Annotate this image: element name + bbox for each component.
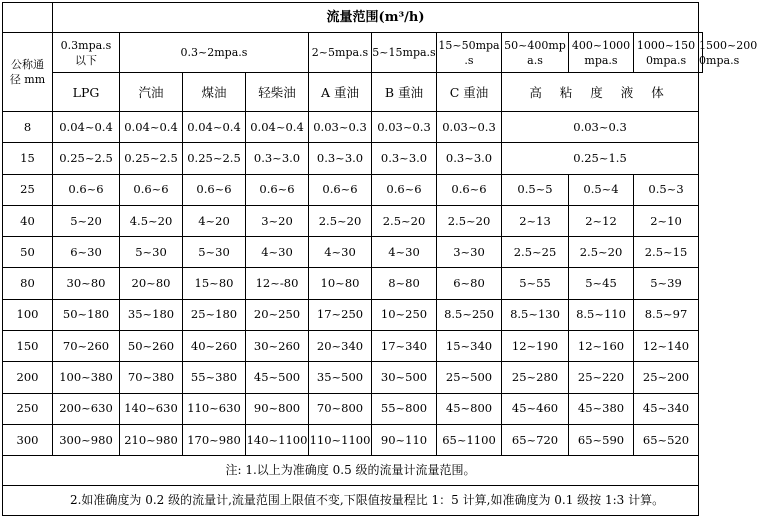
flow-range-cell: 0.3~3.0 xyxy=(372,143,437,174)
fluid-header: LPG xyxy=(53,73,120,112)
high-viscosity-cell: 25~220 xyxy=(569,362,634,393)
flow-range-cell: 90~110 xyxy=(372,424,437,455)
high-viscosity-cell: 12~140 xyxy=(634,331,699,362)
flow-range-cell: 70~260 xyxy=(53,331,120,362)
flow-range-cell: 55~800 xyxy=(372,393,437,424)
title-row xyxy=(3,3,703,33)
table-row xyxy=(3,237,703,268)
flow-range-cell: 4.5~20 xyxy=(120,205,183,236)
flow-range-cell: 3~20 xyxy=(246,205,309,236)
flow-range-cell: 4~20 xyxy=(183,205,246,236)
high-viscosity-cell: 45~380 xyxy=(569,393,634,424)
viscosity-header-line: 0mpa.s xyxy=(699,53,740,67)
table-row xyxy=(3,268,703,299)
flow-range-cell: 70~380 xyxy=(120,362,183,393)
flow-range-cell: 170~980 xyxy=(183,424,246,455)
high-viscosity-cell: 25~200 xyxy=(634,362,699,393)
viscosity-header-line: 0.3~2mpa.s xyxy=(180,46,248,59)
flow-range-cell: 17~250 xyxy=(309,299,372,330)
high-viscosity-cell: 8.5~130 xyxy=(502,299,569,330)
high-viscosity-cell: 12~160 xyxy=(569,331,634,362)
viscosity-header xyxy=(53,33,120,73)
viscosity-header-line: .s xyxy=(464,53,474,67)
table-row xyxy=(3,174,703,205)
fluid-header: C 重油 xyxy=(437,73,502,112)
viscosity-header-line: a.s xyxy=(527,53,543,67)
flow-range-cell: 140~630 xyxy=(120,393,183,424)
flow-range-cell: 110~630 xyxy=(183,393,246,424)
high-viscosity-cell: 5~55 xyxy=(502,268,569,299)
high-viscosity-cell: 0.5~4 xyxy=(569,174,634,205)
viscosity-header-line: 1000~150 xyxy=(636,38,696,52)
dn-cell: 15 xyxy=(3,143,53,174)
viscosity-header-line: 0mpa.s xyxy=(645,53,687,67)
flow-range-cell: 5~30 xyxy=(120,237,183,268)
note-row xyxy=(3,486,703,516)
flow-range-cell: 30~260 xyxy=(246,331,309,362)
flow-range-cell: 0.03~0.3 xyxy=(309,112,372,143)
flow-range-cell: 0.04~0.4 xyxy=(183,112,246,143)
flow-range-cell: 200~630 xyxy=(53,393,120,424)
high-viscosity-cell: 2.5~15 xyxy=(634,237,699,268)
flow-range-cell: 0.03~0.3 xyxy=(437,112,502,143)
high-viscosity-header: 高 粘 度 液 体 xyxy=(502,73,699,112)
dn-cell: 200 xyxy=(3,362,53,393)
high-viscosity-cell: 2.5~20 xyxy=(569,237,634,268)
flow-range-cell: 0.25~2.5 xyxy=(120,143,183,174)
flow-range-cell: 0.03~0.3 xyxy=(372,112,437,143)
viscosity-header-line: 以下 xyxy=(75,53,97,67)
flow-range-cell: 0.3~3.0 xyxy=(309,143,372,174)
high-viscosity-cell: 65~520 xyxy=(634,424,699,455)
table-row xyxy=(3,331,703,362)
fluid-header-row xyxy=(3,73,703,112)
viscosity-header-line: 2~5mpa.s xyxy=(311,46,369,59)
fluid-header: B 重油 xyxy=(372,73,437,112)
flow-range-cell: 25~180 xyxy=(183,299,246,330)
flow-range-cell: 70~800 xyxy=(309,393,372,424)
dn-cell: 25 xyxy=(3,174,53,205)
flow-range-cell: 110~1100 xyxy=(309,424,372,455)
high-viscosity-cell: 65~720 xyxy=(502,424,569,455)
fluid-header: 煤油 xyxy=(183,73,246,112)
fluid-header: 汽油 xyxy=(120,73,183,112)
note-text: 2.如准确度为 0.2 级的流量计,流量范围上限值不变,下限值按量程比 1：5 计算,如准确度为 0.1 级按 1:3 计算。 xyxy=(3,486,699,516)
viscosity-header xyxy=(437,33,502,73)
flow-range-cell: 4~30 xyxy=(372,237,437,268)
high-viscosity-cell: 2~12 xyxy=(569,205,634,236)
flow-range-cell: 5~30 xyxy=(183,237,246,268)
fluid-header: A 重油 xyxy=(309,73,372,112)
table-row xyxy=(3,205,703,236)
flow-range-cell: 0.04~0.4 xyxy=(120,112,183,143)
flow-range-cell: 30~80 xyxy=(53,268,120,299)
flow-range-cell: 6~30 xyxy=(53,237,120,268)
table-row xyxy=(3,393,703,424)
flow-range-cell: 2.5~20 xyxy=(309,205,372,236)
flow-range-cell: 20~80 xyxy=(120,268,183,299)
flow-range-cell: 65~1100 xyxy=(437,424,502,455)
high-viscosity-cell: 65~590 xyxy=(569,424,634,455)
flow-range-cell: 5~20 xyxy=(53,205,120,236)
flow-range-cell: 100~380 xyxy=(53,362,120,393)
flow-range-cell: 0.25~2.5 xyxy=(53,143,120,174)
viscosity-header xyxy=(699,33,757,73)
flow-range-cell: 15~80 xyxy=(183,268,246,299)
corner-cell xyxy=(3,3,53,33)
viscosity-header xyxy=(634,33,699,73)
table-row xyxy=(3,143,703,174)
high-viscosity-cell: 8.5~110 xyxy=(569,299,634,330)
high-viscosity-cell: 25~280 xyxy=(502,362,569,393)
flow-range-cell: 2.5~20 xyxy=(372,205,437,236)
flow-range-cell: 8~80 xyxy=(372,268,437,299)
flow-range-cell: 35~500 xyxy=(309,362,372,393)
dn-cell: 100 xyxy=(3,299,53,330)
high-viscosity-cell: 8.5~97 xyxy=(634,299,699,330)
high-viscosity-cell: 5~45 xyxy=(569,268,634,299)
flow-range-cell: 0.6~6 xyxy=(53,174,120,205)
flow-range-cell: 4~30 xyxy=(309,237,372,268)
dn-cell: 300 xyxy=(3,424,53,455)
table-row xyxy=(3,362,703,393)
flow-range-cell: 25~500 xyxy=(437,362,502,393)
flow-range-cell: 20~250 xyxy=(246,299,309,330)
nominal-diameter-header-line: 公称通 xyxy=(11,58,44,71)
flow-range-cell: 50~180 xyxy=(53,299,120,330)
flow-range-cell: 15~340 xyxy=(437,331,502,362)
viscosity-header xyxy=(372,33,437,73)
high-viscosity-cell: 0.25~1.5 xyxy=(502,143,699,174)
note-row xyxy=(3,456,703,486)
viscosity-header-line: 5~15mpa.s xyxy=(372,46,436,59)
viscosity-header-line: 50~400mp xyxy=(504,38,566,52)
viscosity-header-row xyxy=(3,33,703,73)
flow-range-cell: 6~80 xyxy=(437,268,502,299)
table-title: 流量范围(m³/h) xyxy=(53,3,699,33)
flow-range-cell: 12~-80 xyxy=(246,268,309,299)
flow-range-cell: 0.6~6 xyxy=(309,174,372,205)
flow-range-cell: 0.6~6 xyxy=(437,174,502,205)
high-viscosity-cell: 5~39 xyxy=(634,268,699,299)
high-viscosity-cell: 0.5~3 xyxy=(634,174,699,205)
flow-range-cell: 0.04~0.4 xyxy=(53,112,120,143)
high-viscosity-cell: 0.03~0.3 xyxy=(502,112,699,143)
viscosity-header-line: mpa.s xyxy=(584,53,618,67)
note-text: 注: 1.以上为准确度 0.5 级的流量计流量范围。 xyxy=(3,456,699,486)
flow-range-cell: 0.6~6 xyxy=(183,174,246,205)
flow-range-cell: 17~340 xyxy=(372,331,437,362)
flow-range-cell: 0.25~2.5 xyxy=(183,143,246,174)
flow-range-cell: 0.6~6 xyxy=(120,174,183,205)
high-viscosity-cell: 45~460 xyxy=(502,393,569,424)
flow-range-cell: 0.6~6 xyxy=(246,174,309,205)
viscosity-header-line: 400~1000 xyxy=(571,38,631,52)
flow-range-cell: 0.04~0.4 xyxy=(246,112,309,143)
high-viscosity-cell: 2~13 xyxy=(502,205,569,236)
dn-cell: 250 xyxy=(3,393,53,424)
flow-range-cell: 4~30 xyxy=(246,237,309,268)
high-viscosity-cell: 12~190 xyxy=(502,331,569,362)
flow-range-cell: 3~30 xyxy=(437,237,502,268)
flow-range-cell: 45~800 xyxy=(437,393,502,424)
viscosity-header-line: 0.3mpa.s xyxy=(60,38,112,52)
flow-range-cell: 10~80 xyxy=(309,268,372,299)
high-viscosity-cell: 2~10 xyxy=(634,205,699,236)
nominal-diameter-header xyxy=(3,33,53,112)
viscosity-header xyxy=(309,33,372,73)
viscosity-header xyxy=(120,33,309,73)
table-row xyxy=(3,424,703,455)
dn-cell: 50 xyxy=(3,237,53,268)
flow-range-cell: 55~380 xyxy=(183,362,246,393)
flow-range-cell: 40~260 xyxy=(183,331,246,362)
viscosity-header xyxy=(569,33,634,73)
flow-range-cell: 210~980 xyxy=(120,424,183,455)
flow-range-cell: 35~180 xyxy=(120,299,183,330)
viscosity-header xyxy=(502,33,569,73)
flow-range-cell: 90~800 xyxy=(246,393,309,424)
flow-range-cell: 10~250 xyxy=(372,299,437,330)
flow-range-cell: 45~500 xyxy=(246,362,309,393)
flow-range-cell: 8.5~250 xyxy=(437,299,502,330)
flow-range-cell: 0.3~3.0 xyxy=(246,143,309,174)
flow-range-cell: 300~980 xyxy=(53,424,120,455)
table-row xyxy=(3,112,703,143)
flow-range-cell: 50~260 xyxy=(120,331,183,362)
nominal-diameter-header-line: 径 mm xyxy=(9,73,46,86)
fluid-header: 轻柴油 xyxy=(246,73,309,112)
table-row xyxy=(3,299,703,330)
flow-range-cell: 30~500 xyxy=(372,362,437,393)
viscosity-header-line: 15~50mpa xyxy=(438,38,500,52)
flow-range-cell: 2.5~20 xyxy=(437,205,502,236)
flow-range-cell: 0.6~6 xyxy=(372,174,437,205)
flow-range-cell: 0.3~3.0 xyxy=(437,143,502,174)
flow-range-cell: 140~1100 xyxy=(246,424,309,455)
dn-cell: 80 xyxy=(3,268,53,299)
dn-cell: 40 xyxy=(3,205,53,236)
high-viscosity-cell: 0.5~5 xyxy=(502,174,569,205)
high-viscosity-cell: 2.5~25 xyxy=(502,237,569,268)
dn-cell: 150 xyxy=(3,331,53,362)
high-viscosity-cell: 45~340 xyxy=(634,393,699,424)
flow-range-table xyxy=(2,2,757,516)
flow-range-cell: 20~340 xyxy=(309,331,372,362)
viscosity-header-line: 1500~200 xyxy=(699,38,757,52)
dn-cell: 8 xyxy=(3,112,53,143)
